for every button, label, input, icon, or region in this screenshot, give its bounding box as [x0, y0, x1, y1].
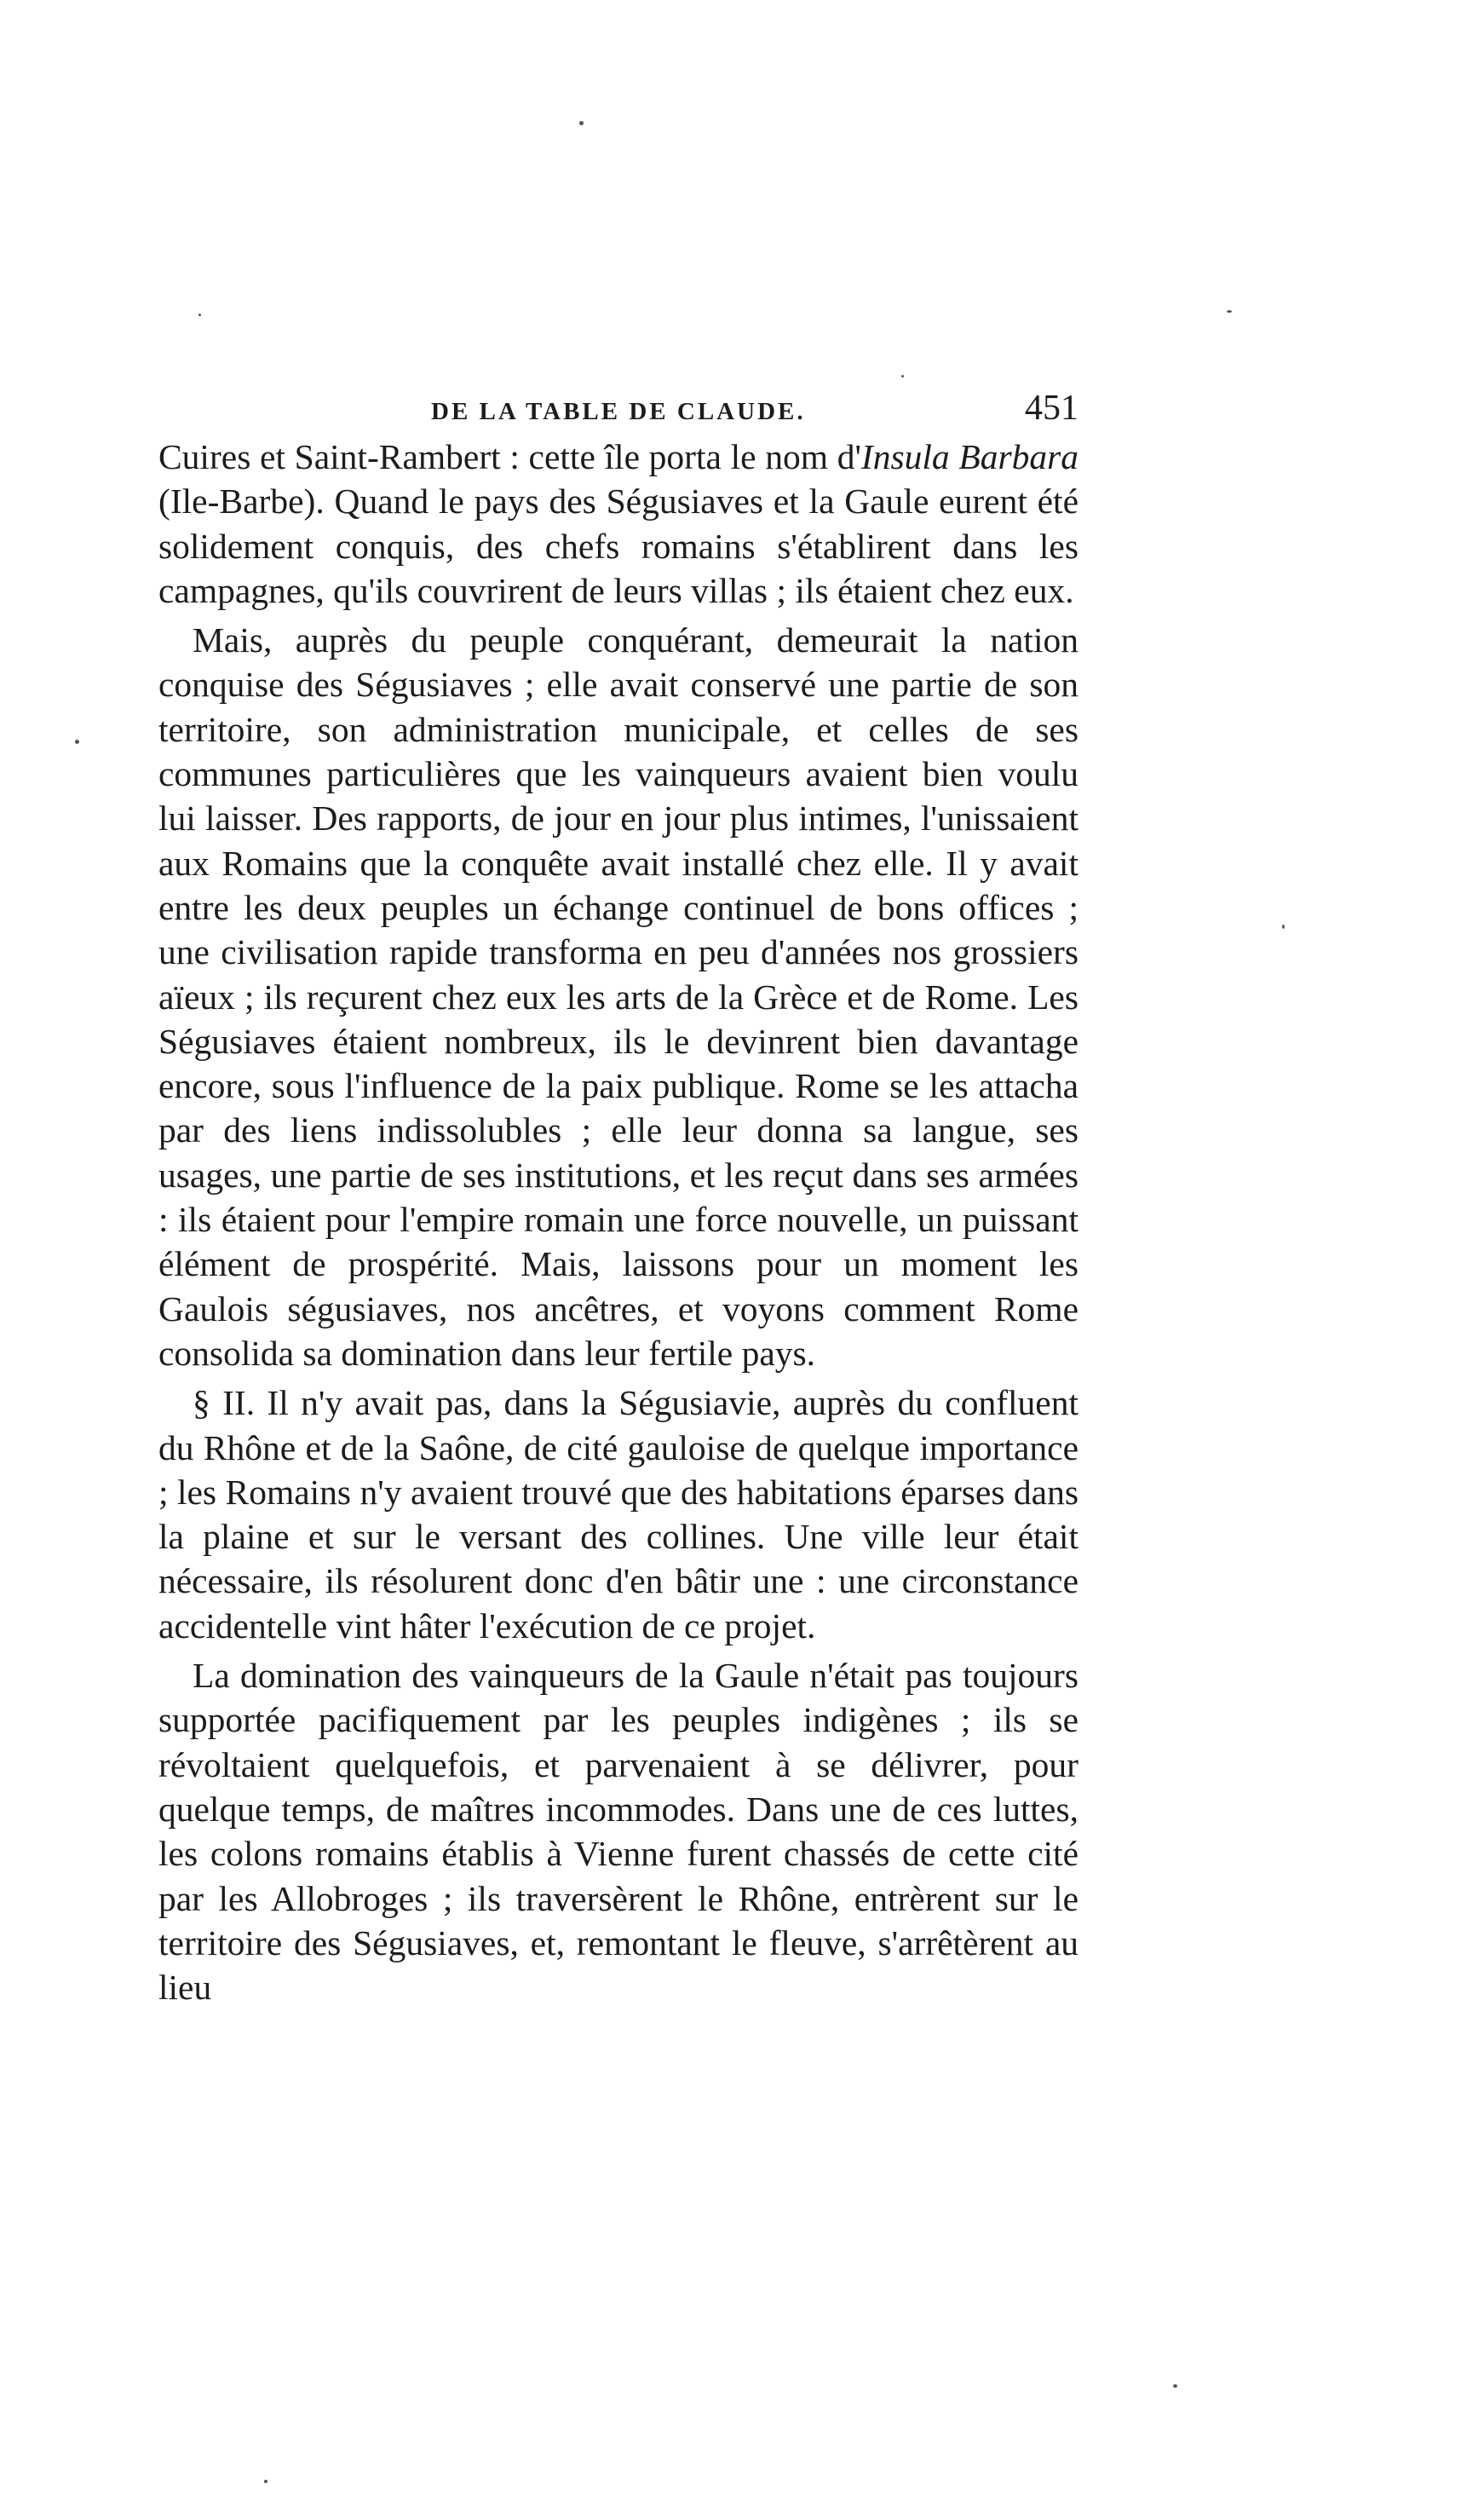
paragraph-3-text: Il n'y avait pas, dans la Ségusiavie, auprès du confluent du Rhône et de la Saône, de cité gauloise de quelque importance ; les Romains n'y avaient trouvé que des habitations éparses dans la plaine et sur le versant des collines. Une ville leur était nécessaire, ils résolurent donc d'en bâtir une : une circonstance accidentelle vint hâter l'exécution de ce projet. — [158, 1383, 1078, 1645]
scan-speck — [1282, 925, 1285, 929]
scan-speck — [1173, 2384, 1177, 2388]
scan-speck — [579, 121, 584, 125]
paragraph-1-text-after: (Ile-Barbe). Quand le pays des Ségusiaves et la Gaule eurent été solidement conquis, des chefs romains s'établirent dans les campagnes, qu'ils couvrirent de leurs villas ; ils étaient chez eux. — [158, 481, 1078, 610]
running-head — [158, 388, 1078, 439]
scan-speck — [901, 375, 904, 377]
running-title: DE LA TABLE DE CLAUDE. — [431, 398, 806, 425]
paragraph-2: Mais, auprès du peuple conquérant, demeurait la nation conquise des Ségusiaves ; elle avait conservé une partie de son territoire, son administration municipale, et celles de ses communes particulières que les vainqueurs avaient bien voulu lui laisser. Des rapports, de jour en jour plus intimes, l'unissaient aux Romains que la conquête avait installé chez elle. Il y avait entre les deux peuples un échange continuel de bons offices ; une civilisation rapide transforma en peu d'années nos grossiers aïeux ; ils reçurent chez eux les arts de la Grèce et de Rome. Les Ségusiaves étaient nombreux, ils le devinrent bien davantage encore, sous l'influence de la paix publique. Rome se les attacha par des liens indissolubles ; elle leur donna sa langue, ses usages, une partie de ses institutions, et les reçut dans ses armées : ils étaient pour l'empire romain une force nouvelle, un puissant élément de prospérité. Mais, laissons pour un moment les Gaulois ségusiaves, nos ancêtres, et voyons comment Rome consolida sa domination dans leur fertile pays. — [158, 620, 1078, 1373]
body-text — [158, 435, 1078, 2009]
scan-speck — [198, 314, 201, 316]
paragraph-1-text-before: Cuires et Saint-Rambert : cette île porta le nom d' — [158, 437, 861, 476]
section-mark: § II. — [193, 1383, 256, 1423]
scan-speck — [1227, 310, 1232, 313]
page-number: 451 — [1025, 389, 1078, 428]
scan-speck — [75, 740, 79, 744]
paragraph-1 — [158, 435, 1078, 613]
paragraph-4: La domination des vainqueurs de la Gaule n'était pas toujours supportée pacifiquement par les peuples indigènes ; ils se révoltaient quelquefois, et parvenaient à se délivrer, pour quelque temps, de maîtres incommodes. Dans une de ces luttes, les colons romains établis à Vienne furent chassés de cette cité par les Allobroges ; ils traversèrent le Rhône, entrèrent sur le territoire des Ségusiaves, et, remontant le fleuve, s'arrêtèrent au lieu — [158, 1656, 1078, 2008]
paragraph-3 — [158, 1380, 1078, 1648]
scan-speck — [264, 2480, 267, 2483]
paragraph-1-italic: Insula Barbara — [860, 437, 1078, 476]
